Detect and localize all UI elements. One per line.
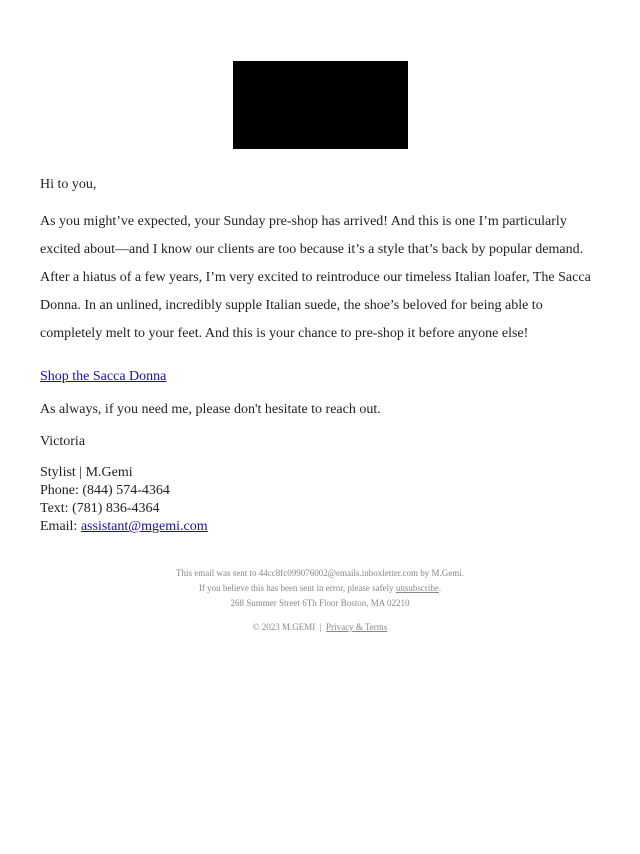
- footer-error-text: If you believe this has been sent in error, please safely: [198, 583, 396, 593]
- unsubscribe-link[interactable]: unsubscribe: [395, 583, 439, 593]
- email-footer: [0, 566, 640, 635]
- footer-copyright-row: [0, 620, 640, 635]
- signature-title: Stylist | M.Gemi: [40, 465, 133, 480]
- signature-text: Text: (781) 836-4364: [40, 501, 160, 516]
- privacy-terms-link[interactable]: Privacy & Terms: [326, 622, 388, 632]
- signoff-name: Victoria: [40, 434, 86, 449]
- footer-address: 268 Summer Street 6Th Floor Boston, MA 02210: [230, 598, 410, 608]
- shop-sacca-donna-link[interactable]: Shop the Sacca Donna: [40, 369, 167, 384]
- footer-sent-to: This email was sent to 44cc8fc099076002@emails.inboxletter.com by M.Gemi.: [176, 568, 464, 578]
- brand-logo: [233, 61, 408, 149]
- footer-copyright: © 2023 M.GEMI: [252, 622, 316, 632]
- body-paragraph: As you might’ve expected, your Sunday pre-shop has arrived! And this is one I’m particularly excited about—and I know our clients are too because it’s a style that’s back by popular demand. After a hiatus of a few years, I’m very excited to reintroduce our timeless Italian loafer, The Sacca Donna. In an unlined, incredibly supple Italian suede, the shoe’s beloved for being able to completely melt to your feet. And this is your chance to pre-shop it before anyone else!: [40, 214, 591, 341]
- footer-error-line: [0, 581, 640, 596]
- footer-error-end: .: [438, 583, 442, 593]
- signature-phone: Phone: (844) 574-4364: [40, 483, 170, 498]
- email-content: [40, 174, 600, 536]
- greeting: Hi to you,: [40, 177, 97, 192]
- signature-block: [40, 464, 600, 536]
- closing-paragraph: As always, if you need me, please don't hesitate to reach out.: [40, 402, 381, 417]
- signature-email-row: [40, 518, 600, 536]
- footer-separator: |: [319, 622, 322, 632]
- signature-email-label: Email:: [40, 519, 81, 534]
- signature-email-link[interactable]: assistant@mgemi.com: [80, 519, 208, 534]
